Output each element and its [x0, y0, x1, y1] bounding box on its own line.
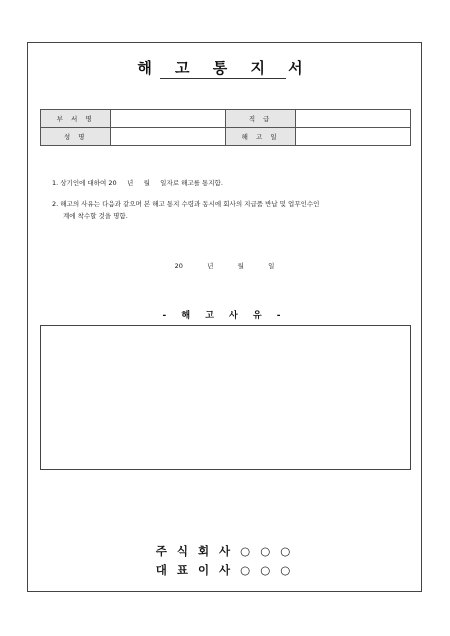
dept-value: [111, 110, 226, 128]
employee-info-table: [40, 109, 411, 146]
company-name: 주 식 회 사 ○ ○ ○: [155, 544, 294, 558]
title-underline: [160, 78, 286, 79]
reason-heading: - 해 고 사 유 -: [162, 311, 287, 321]
reason-box: [40, 325, 411, 470]
name-label: 성 명: [41, 128, 111, 146]
paragraph-notice: 1. 상기인에 대하여 20 년 월 일자로 해고를 통지함.: [52, 179, 223, 187]
ceo-name: 대 표 이 사 ○ ○ ○: [155, 563, 294, 577]
document-title: 해 고 통 지 서: [137, 59, 312, 77]
paragraph-instruction: 2. 해고의 사유는 다음과 같으며 본 해고 통지 수령과 동시에 회사의 지급품 반납 및 업무인수인: [52, 200, 320, 208]
dept-label: 부 서 명: [41, 110, 111, 128]
table-row: [41, 128, 411, 146]
issue-date: 20 년 월 일: [174, 262, 275, 270]
dismissal-date-value: [296, 128, 411, 146]
document-page: [27, 42, 422, 592]
position-value: [296, 110, 411, 128]
paragraph-instruction-continued: 계에 착수할 것을 명함.: [63, 212, 128, 220]
dismissal-date-label: 해 고 일: [225, 128, 295, 146]
position-label: 직 급: [225, 110, 295, 128]
table-row: [41, 110, 411, 128]
name-value: [111, 128, 226, 146]
